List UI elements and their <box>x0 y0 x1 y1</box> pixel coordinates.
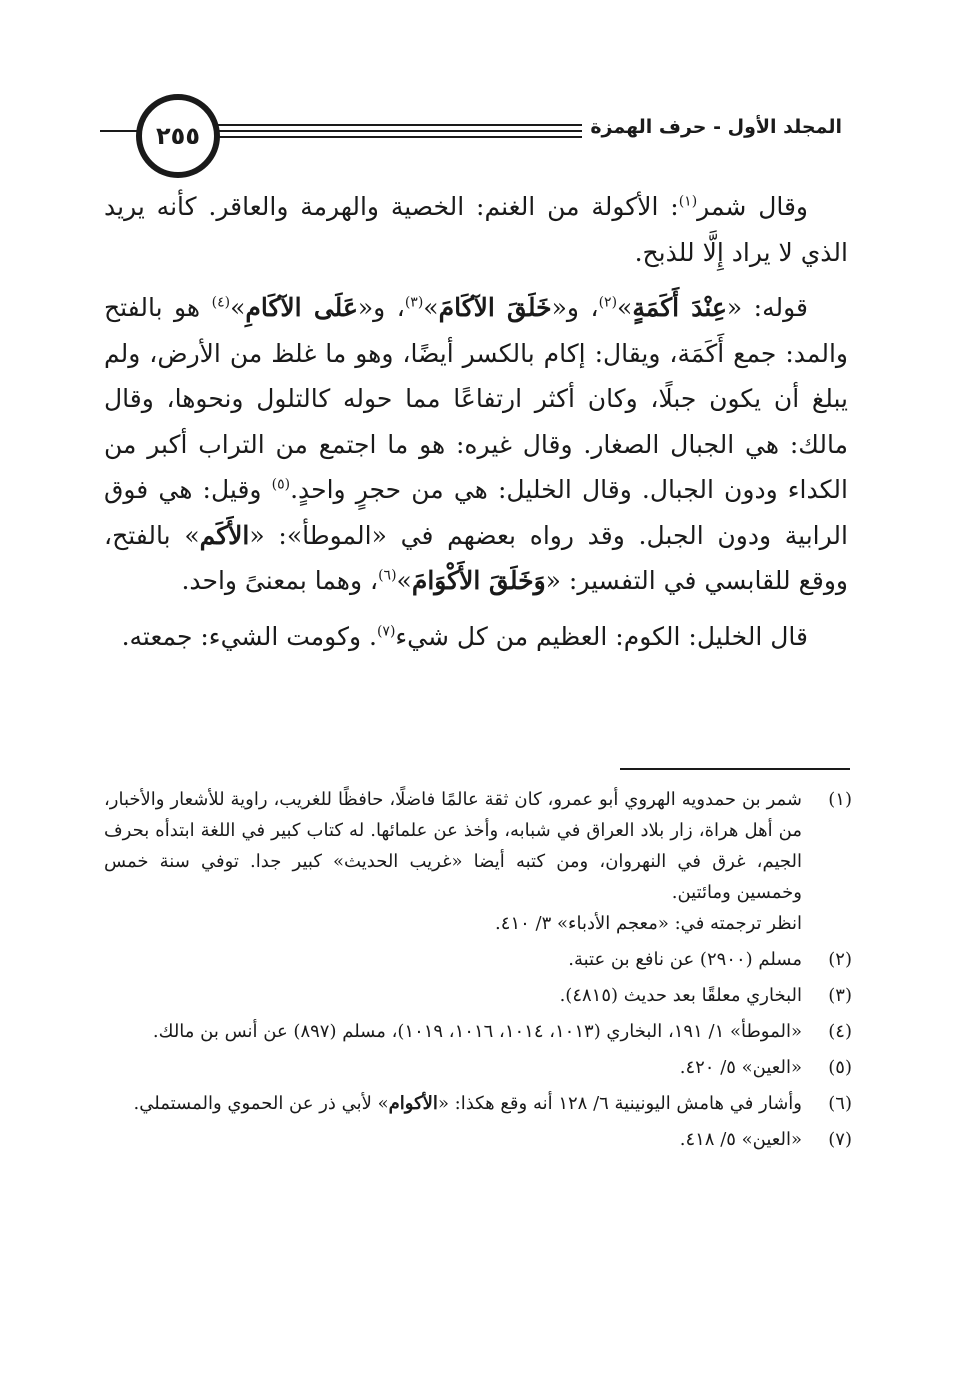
footnote-text: شمر بن حمدويه الهروي أبو عمرو، كان ثقة عالمًا فاضلًا، حافظًا للغريب، راوية للأشعار والأخبار، من أهل هراة، زار بلاد العراق في شبابه، وأخذ عن علمائها. له كتاب كبير في اللغة ابتدأه بحرف الجيم، غرق في النهروان، ومن كتبه أيضا «غريب الحديث» كبير جدا. توفي سنة خمس وخمسين ومائتين. <box>104 789 802 903</box>
hadith-term: وَخَلَقَ الأَكْوَامَ <box>411 566 546 595</box>
footnote-ref-3[interactable]: (٣) <box>404 294 424 311</box>
quote-mark: » <box>423 293 439 322</box>
footnote-text: مسلم (٢٩٠٠) عن نافع بن عتبة. <box>568 949 802 970</box>
footnote-ref-7[interactable]: (٧) <box>376 623 396 640</box>
paragraph-text: : الأكولة من الغنم: الخصية والهرمة والعاقر. كأنه يريد الذي لا يراد إِلَّا للذبح. <box>104 192 848 267</box>
footnote-ref-1[interactable]: (١) <box>678 193 698 210</box>
footnote-number: (٥) <box>828 1057 852 1078</box>
footnote-6 <box>104 1088 852 1119</box>
footnotes <box>104 784 852 1160</box>
footnote-number: (١) <box>828 789 852 810</box>
paragraph-text: وقيل: هي فوق الرابية ودون الجبل. وقد رواه بعضهم في «الموطأ»: « <box>104 475 848 550</box>
footnote-bold-term: الأكوام <box>388 1093 438 1114</box>
footnote-3 <box>104 980 852 1011</box>
hadith-term: خَلَقَ الآكَامَ <box>438 293 552 322</box>
footnote-number: (٢) <box>828 949 852 970</box>
footnote-separator <box>620 768 850 770</box>
footnote-text: «العين» ٥/ ٤٢٠. <box>679 1057 802 1078</box>
footnote-ref-5[interactable]: (٥) <box>271 476 291 493</box>
footnote-text: » لأبي ذر عن الحموي والمستملي. <box>133 1093 389 1114</box>
paragraph-3 <box>104 614 848 660</box>
footnote-number: (٣) <box>828 985 852 1006</box>
paragraph-text: . وكومت الشيء: جمعته. <box>121 621 377 651</box>
footnote-number: (٧) <box>828 1129 852 1150</box>
paragraph-text: ، و« <box>551 293 599 322</box>
footnote-number: (٤) <box>828 1021 852 1042</box>
paragraph-text: ، وهما بمعنىً واحد. <box>181 566 379 595</box>
main-text <box>104 184 848 659</box>
footnote-ref-6[interactable]: (٦) <box>378 567 397 584</box>
paragraph-text: وقال شمر <box>697 192 809 221</box>
running-header <box>100 92 852 180</box>
paragraph-text: ، و« <box>357 293 405 322</box>
paragraph-text: قال الخليل: الكوم: العظيم من كل شيء <box>395 621 808 651</box>
paragraph-1 <box>104 184 848 275</box>
paragraph-text: قوله: « <box>726 293 808 322</box>
footnote-5 <box>104 1052 852 1083</box>
footnote-text: «الموطأ» ١/ ١٩١، البخاري (١٠١٣، ١٠١٤، ١٠١٦، ١٠١٩)، مسلم (٨٩٧) عن أنس بن مالك. <box>152 1021 802 1042</box>
footnote-text: «العين» ٥/ ٤١٨. <box>679 1129 802 1150</box>
hadith-term: عَلَى الآكَامِ <box>245 293 358 322</box>
paragraph-text: هو بالفتح والمد: جمع أَكَمَة، ويقال: إكام بالكسر أيضًا، وهو ما غلظ من الأرض، ولم يبلغ أن يكون جبلًا، وكان أكثر ارتفاعًا مما حوله كالتلول ونحوها، وقال مالك: هي الجبال الصغار. وقال غيره: هو ما اجتمع من التراب أكبر من الكداء ودون الجبال. وقال الخليل: هي من حجرٍ واحدٍ. <box>104 293 848 504</box>
footnote-ref-4[interactable]: (٤) <box>211 294 231 311</box>
page-number: ٢٥٥ <box>156 122 200 150</box>
header-title: المجلد الأول - حرف الهمزة <box>582 110 852 144</box>
paragraph-2 <box>104 285 848 604</box>
footnote-text: انظر ترجمته في: «معجم الأدباء» ٣/ ٤١٠. <box>495 913 802 934</box>
page-number-badge <box>136 94 220 178</box>
hadith-term: الأَكَم <box>199 520 250 550</box>
footnote-7 <box>104 1124 852 1155</box>
footnote-text: البخاري معلقًا بعد حديث (٤٨١٥). <box>559 985 802 1006</box>
hadith-term: عِنْدَ أَكَمَةٍ <box>632 293 727 322</box>
footnote-ref-2[interactable]: (٢) <box>598 294 618 311</box>
footnote-text: وأشار في هامش اليونينية ٦/ ١٢٨ أنه وقع هكذا: « <box>437 1093 802 1114</box>
quote-mark: » <box>396 566 412 595</box>
quote-mark: » <box>230 293 246 322</box>
footnote-2 <box>104 944 852 975</box>
quote-mark: » <box>617 293 633 322</box>
footnote-number: (٦) <box>828 1093 852 1114</box>
footnote-4 <box>104 1016 852 1047</box>
footnote-1 <box>104 784 852 939</box>
paragraph-text: » بالفتح، ووقع للقابسي في التفسير: « <box>104 520 848 595</box>
